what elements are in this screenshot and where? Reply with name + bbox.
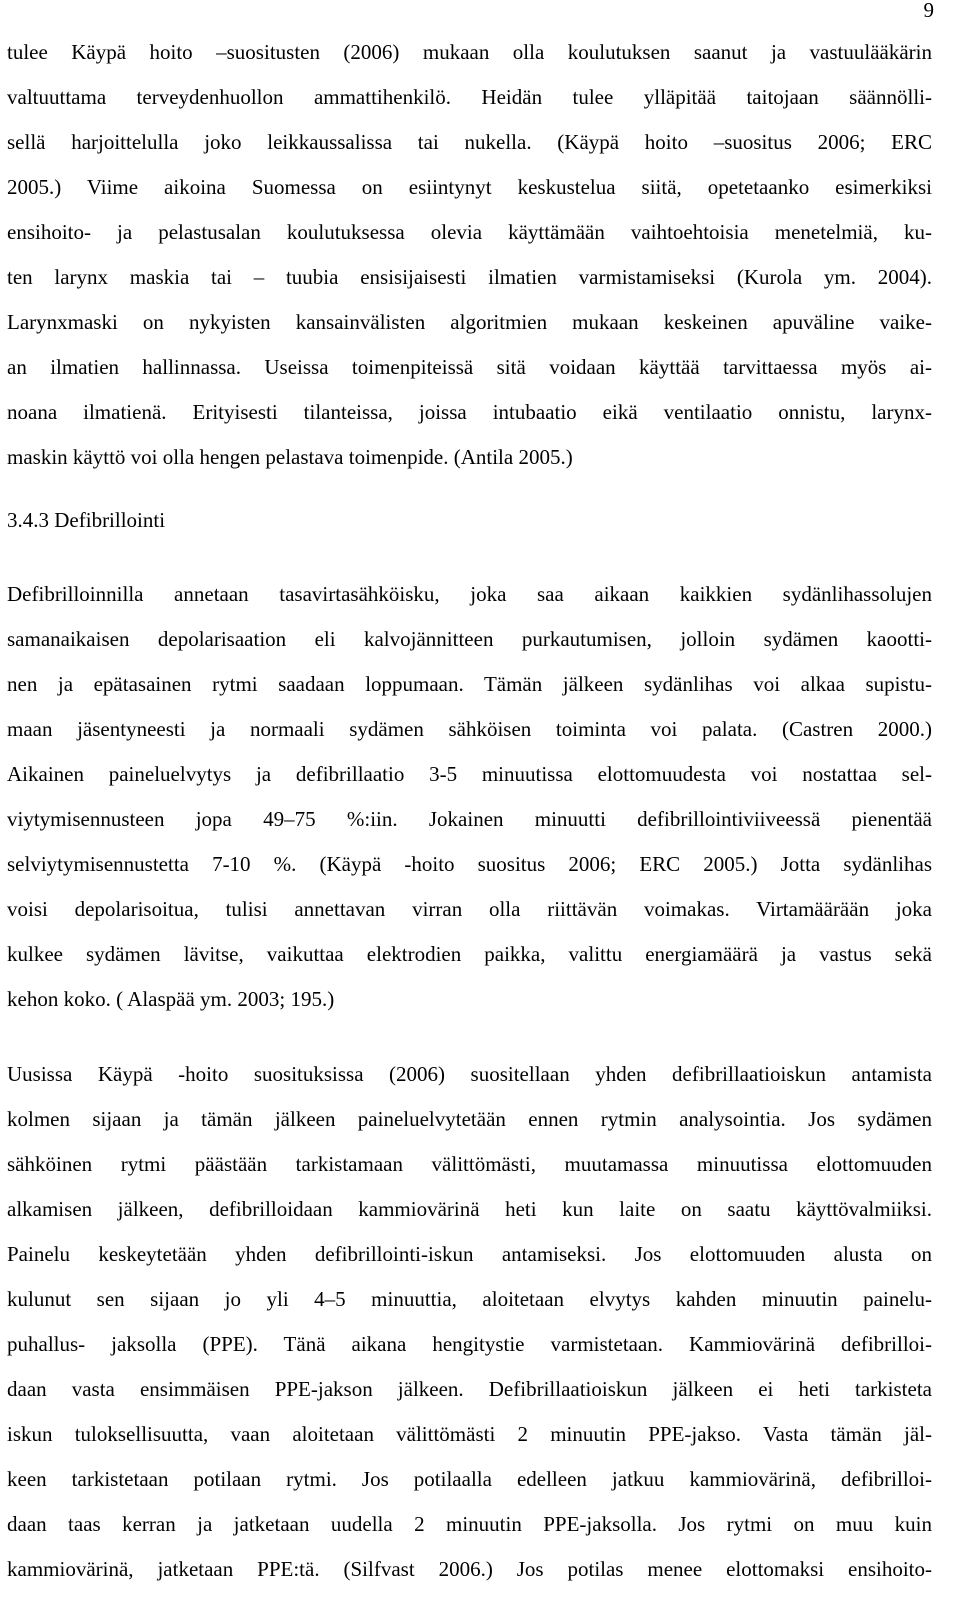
paragraph-line: alkamisen jälkeen, defibrilloidaan kammiovärinä heti kun laite on saatu käyttövalmiiksi. [7, 1197, 932, 1221]
paragraph-line: valtuuttama terveydenhuollon ammattihenkilö. Heidän tulee ylläpitää taitojaan säännölli- [7, 85, 932, 109]
paragraph-line: kulunut sen sijaan jo yli 4–5 minuuttia, aloitetaan elvytys kahden minuutin painelu- [7, 1287, 932, 1311]
paragraph-line: viytymisennusteen jopa 49–75 %:iin. Jokainen minuutti defibrillointiviiveessä pienentää [7, 807, 932, 831]
paragraph-line: puhallus- jaksolla (PPE). Tänä aikana hengitystie varmistetaan. Kammiovärinä defibrilloi- [7, 1332, 932, 1356]
paragraph-line: kolmen sijaan ja tämän jälkeen paineluelvytetään ennen rytmin analysointia. Jos sydämen [7, 1107, 932, 1131]
paragraph-line: selviytymisennustetta 7-10 %. (Käypä -hoito suositus 2006; ERC 2005.) Jotta sydänlihas [7, 852, 932, 876]
section-heading: 3.4.3 Defibrillointi [7, 508, 166, 532]
page-number: 9 [923, 0, 934, 22]
paragraph-line: daan vasta ensimmäisen PPE-jakson jälkeen. Defibrillaatioiskun jälkeen ei heti tarkisteta [7, 1377, 932, 1401]
paragraph-line: ten larynx maskia tai – tuubia ensisijaisesti ilmatien varmistamiseksi (Kurola ym. 2004). [7, 265, 932, 289]
paragraph-line: tulee Käypä hoito –suositusten (2006) mukaan olla koulutuksen saanut ja vastuulääkärin [7, 40, 932, 64]
paragraph-line: 2005.) Viime aikoina Suomessa on esiintynyt keskustelua siitä, opetetaanko esimerkiksi [7, 175, 932, 199]
paragraph-line: Defibrilloinnilla annetaan tasavirtasähköisku, joka saa aikaan kaikkien sydänlihassolujen [7, 582, 932, 606]
paragraph-line: noana ilmatienä. Erityisesti tilanteissa, joissa intubaatio eikä ventilaatio onnistu, larynx- [7, 400, 932, 424]
paragraph-line: iskun tuloksellisuutta, vaan aloitetaan välittömästi 2 minuutin PPE-jakso. Vasta tämän jäl- [7, 1422, 932, 1446]
paragraph-line: voisi depolarisoitua, tulisi annettavan virran olla riittävän voimakas. Virtamäärään joka [7, 897, 932, 921]
paragraph-line: kammiovärinä, jatketaan PPE:tä. (Silfvast 2006.) Jos potilas menee elottomaksi ensihoito- [7, 1557, 932, 1581]
paragraph-line: maskin käyttö voi olla hengen pelastava toimenpide. (Antila 2005.) [7, 445, 573, 469]
paragraph-line: sellä harjoittelulla joko leikkaussalissa tai nukella. (Käypä hoito –suositus 2006; ERC [7, 130, 932, 154]
paragraph-line: Painelu keskeytetään yhden defibrillointi-iskun antamiseksi. Jos elottomuuden alusta on [7, 1242, 932, 1266]
paragraph-line: Aikainen paineluelvytys ja defibrillaatio 3-5 minuutissa elottomuudesta voi nostattaa sel- [7, 762, 932, 786]
paragraph-line: keen tarkistetaan potilaan rytmi. Jos potilaalla edelleen jatkuu kammiovärinä, defibrilloi- [7, 1467, 932, 1491]
paragraph-line: an ilmatien hallinnassa. Useissa toimenpiteissä sitä voidaan käyttää tarvittaessa myös ai- [7, 355, 932, 379]
paragraph-line: kulkee sydämen lävitse, vaikuttaa elektrodien paikka, valittu energiamäärä ja vastus sekä [7, 942, 932, 966]
paragraph-line: maan jäsentyneesti ja normaali sydämen sähköisen toiminta voi palata. (Castren 2000.) [7, 717, 932, 741]
paragraph-line: sähköinen rytmi päästään tarkistamaan välittömästi, muutamassa minuutissa elottomuuden [7, 1152, 932, 1176]
paragraph-line: ensihoito- ja pelastusalan koulutuksessa olevia käyttämään vaihtoehtoisia menetelmiä, ku- [7, 220, 932, 244]
paragraph-line: kehon koko. ( Alaspää ym. 2003; 195.) [7, 987, 335, 1011]
paragraph-line: daan taas kerran ja jatketaan uudella 2 minuutin PPE-jaksolla. Jos rytmi on muu kuin [7, 1512, 932, 1536]
paragraph-line: nen ja epätasainen rytmi saadaan loppumaan. Tämän jälkeen sydänlihas voi alkaa supistu- [7, 672, 932, 696]
paragraph-line: samanaikaisen depolarisaation eli kalvojännitteen purkautumisen, jolloin sydämen kaootti- [7, 627, 932, 651]
paragraph-line: Uusissa Käypä -hoito suosituksissa (2006) suositellaan yhden defibrillaatioiskun antamista [7, 1062, 932, 1086]
paragraph-line: Larynxmaski on nykyisten kansainvälisten algoritmien mukaan keskeinen apuväline vaike- [7, 310, 932, 334]
